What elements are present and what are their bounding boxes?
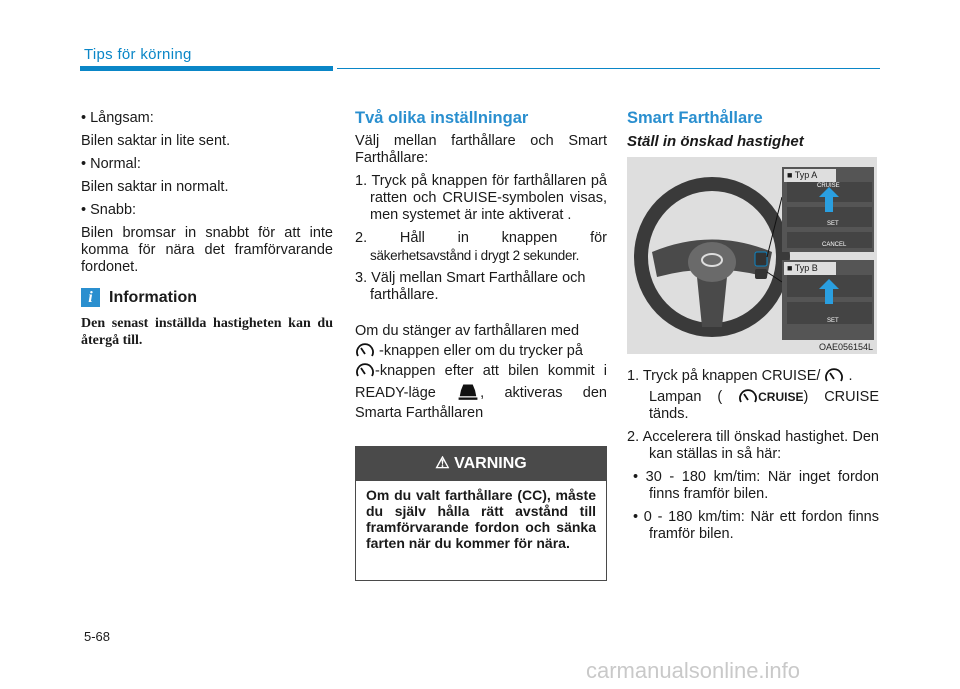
warning-text: Om du valt farthållare (CC), måste du själv hålla rätt avstånd till framförvarande fordon och sänka farten när du kommer för nära. — [366, 487, 596, 551]
step-2: 2. Håll in knappen för — [355, 230, 607, 246]
para-a: Om du stänger av farthållaren med — [355, 323, 580, 339]
info-title: Information — [109, 289, 197, 306]
col3-step-2: 2. Accelerera till önskad hastighet. Den kan ställas in så här: — [627, 429, 879, 462]
info-icon: i — [81, 288, 100, 307]
para-b: -knappen eller om du trycker på — [379, 343, 583, 359]
text-slow: Bilen saktar in lite sent. — [81, 133, 231, 149]
col3-bullet-2: • 0 - 180 km/tim: När ett fordon finns framför bilen. — [633, 509, 879, 542]
col3-lamp: Lampan ( CRUISE) CRUISE tänds. — [649, 389, 879, 422]
header-rule — [337, 68, 880, 69]
vehicle-distance-icon — [456, 381, 480, 401]
section-title: Tips för körning — [84, 46, 192, 63]
cruise-symbol-icon — [355, 362, 375, 379]
column-2 — [355, 110, 607, 423]
figure-cancel: CANCEL — [822, 242, 847, 248]
cruise-lamp-icon — [738, 388, 758, 405]
info-heading — [81, 288, 333, 307]
header-bar — [80, 66, 333, 71]
off-paragraph — [355, 321, 607, 423]
subheading-set-speed: Ställ in önskad hastighet — [627, 133, 804, 150]
step-1: 1. Tryck på knappen för farthållaren på ratten och CRUISE-symbolen visas, men systemet är inte aktiverat . — [355, 173, 607, 223]
cruise-symbol-icon — [355, 342, 375, 359]
text-fast: Bilen bromsar in snabbt för att inte komma för nära det framförvarande fordonet. — [81, 225, 333, 275]
intro-text: Välj mellan farthållare och Smart Farthållare: — [355, 133, 607, 166]
figure-type-b: ■ Typ B — [787, 263, 818, 273]
cruise-lamp-label: CRUISE — [758, 390, 804, 404]
figure-set-a: SET — [827, 221, 839, 227]
cruise-symbol-icon — [824, 367, 844, 384]
heading-smart-cruise: Smart Farthållare — [627, 109, 763, 127]
figure-cruise-label: CRUISE — [817, 183, 840, 189]
column-3 — [627, 110, 879, 150]
page-number: 5-68 — [84, 629, 111, 644]
warning-box — [355, 446, 607, 581]
column-3-steps — [627, 367, 879, 543]
watermark: carmanualsonline.info — [586, 658, 801, 683]
para-d: , aktiveras den Smarta Farthållaren — [355, 385, 607, 421]
col3-bullet-1: • 30 - 180 km/tim: När inget fordon finns framför bilen. — [633, 469, 879, 502]
figure-set-b: SET — [827, 318, 839, 324]
col3-step-1: 1. Tryck på knappen CRUISE/ . — [627, 368, 853, 384]
figure-type-a: ■ Typ A — [787, 170, 818, 180]
step-3: 3. Välj mellan Smart Farthållare och farthållare. — [355, 270, 586, 303]
text-normal: Bilen saktar in normalt. — [81, 179, 229, 195]
para-c: -knappen efter att bilen kommit i READY-läge — [355, 363, 607, 401]
column-1 — [81, 104, 333, 349]
info-text: Den senast inställda hastigheten kan du återgå till. — [81, 316, 333, 348]
heading-two-settings: Två olika inställningar — [355, 109, 529, 127]
bullet-slow: • Långsam: — [81, 110, 154, 126]
bullet-fast: • Snabb: — [81, 202, 137, 218]
warning-icon: ⚠ — [435, 455, 450, 472]
steering-wheel-figure — [627, 157, 877, 354]
step-2-cont: säkerhetsavstånd i drygt 2 sekunder. — [370, 248, 580, 263]
bullet-normal: • Normal: — [81, 156, 141, 172]
warning-title: VARNING — [454, 455, 527, 472]
figure-code: OAE056154L — [818, 342, 873, 352]
warning-header — [356, 447, 606, 481]
